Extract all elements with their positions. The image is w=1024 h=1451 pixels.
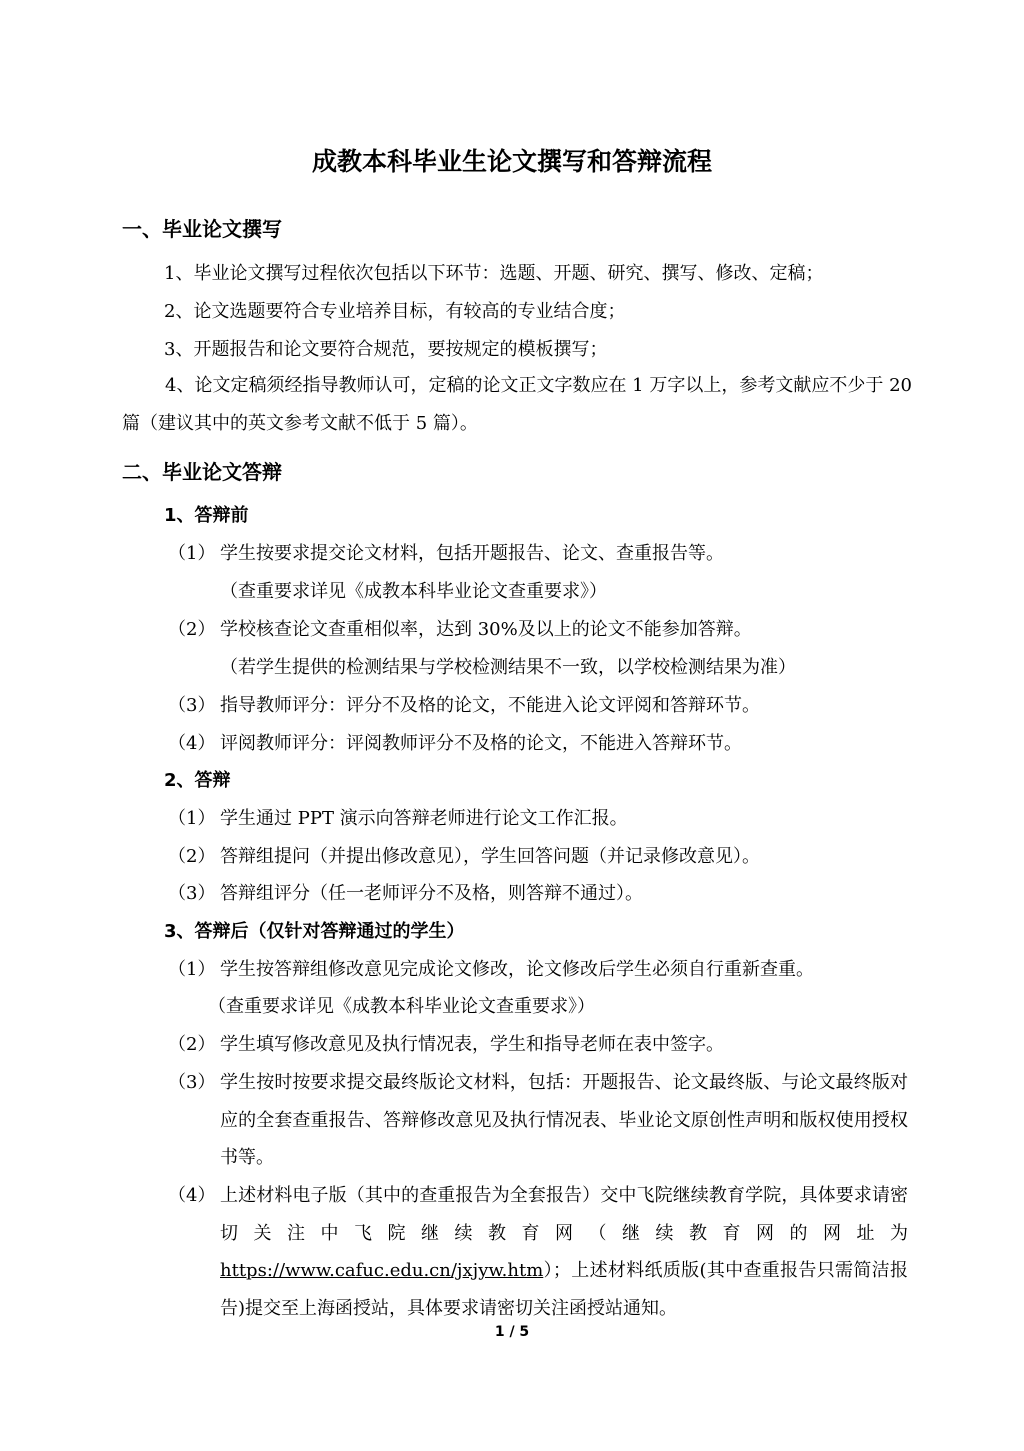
- subsection-defense: 2、答辩: [164, 770, 231, 791]
- after-item-4-text: [220, 1177, 908, 1328]
- continuing-education-url-link[interactable]: https://www.cafuc.edu.cn/jxjyw.htm: [220, 1260, 544, 1282]
- before-item-2-num: （2）: [168, 619, 216, 640]
- before-item-2-note: （若学生提供的检测结果与学校检测结果不一致，以学校检测结果为准）: [220, 657, 796, 678]
- during-item-1-num: （1）: [168, 808, 216, 829]
- writing-item-1: 1、毕业论文撰写过程依次包括以下环节：选题、开题、研究、撰写、修改、定稿；: [164, 263, 824, 284]
- during-item-2-num: （2）: [168, 846, 216, 867]
- writing-item-4: 4、论文定稿须经指导教师认可，定稿的论文正文字数应在 1 万字以上，参考文献应不少于 20 篇（建议其中的英文参考文献不低于 5 篇）。: [122, 375, 912, 434]
- after-item-3-text: 学生按时按要求提交最终版论文材料，包括：开题报告、论文最终版、与论文最终版对应的全套查重报告、答辩修改意见及执行情况表、毕业论文原创性声明和版权使用授权书等。: [220, 1072, 908, 1169]
- section-heading-defense: 二、毕业论文答辩: [122, 460, 282, 484]
- before-item-1-text: 学生按要求提交论文材料，包括开题报告、论文、查重报告等。: [220, 543, 724, 564]
- after-item-4-text-b: ）；上述材料纸质版(其中查重报告只需简洁报告)提交至上海函授站，具体要求请密切关注函授站通知。: [220, 1260, 908, 1320]
- writing-item-2: 2、论文选题要符合专业培养目标，有较高的专业结合度；: [164, 301, 626, 322]
- subsection-before-defense: 1、答辩前: [164, 505, 249, 526]
- after-item-2-num: （2）: [168, 1034, 216, 1055]
- before-item-4-text: 评阅教师评分：评阅教师评分不及格的论文，不能进入答辩环节。: [220, 733, 742, 754]
- writing-item-3: 3、开题报告和论文要符合规范，要按规定的模板撰写；: [164, 339, 608, 360]
- before-item-1-note: （查重要求详见《成教本科毕业论文查重要求》）: [220, 581, 607, 602]
- section-heading-writing: 一、毕业论文撰写: [122, 217, 282, 241]
- after-item-1-note: （查重要求详见《成教本科毕业论文查重要求》）: [208, 996, 595, 1017]
- after-item-2-text: 学生填写修改意见及执行情况表，学生和指导老师在表中签字。: [220, 1034, 724, 1055]
- before-item-3-num: （3）: [168, 695, 216, 716]
- during-item-1-text: 学生通过 PPT 演示向答辩老师进行论文工作汇报。: [220, 808, 628, 829]
- during-item-3-text: 答辩组评分（任一老师评分不及格，则答辩不通过）。: [220, 883, 643, 904]
- after-item-1-text: 学生按答辩组修改意见完成论文修改，论文修改后学生必须自行重新查重。: [220, 959, 814, 980]
- during-item-3-num: （3）: [168, 883, 216, 904]
- after-item-3-num: （3）: [168, 1072, 216, 1093]
- subsection-after-defense: 3、答辩后（仅针对答辩通过的学生）: [164, 921, 465, 942]
- after-item-1-num: （1）: [168, 959, 216, 980]
- page-number: 1 / 5: [494, 1324, 530, 1340]
- during-item-2-text: 答辩组提问（并提出修改意见），学生回答问题（并记录修改意见）。: [220, 846, 760, 867]
- after-item-3: [168, 1064, 908, 1177]
- before-item-1-num: （1）: [168, 543, 216, 564]
- after-item-4-num: （4）: [168, 1185, 216, 1206]
- page-title: 成教本科毕业生论文撰写和答辩流程: [311, 147, 712, 176]
- before-item-4-num: （4）: [168, 733, 216, 754]
- after-item-4: [168, 1177, 908, 1328]
- before-item-2-text: 学校核查论文查重相似率，达到 30%及以上的论文不能参加答辩。: [220, 619, 752, 640]
- before-item-3-text: 指导教师评分：评分不及格的论文，不能进入论文评阅和答辩环节。: [220, 695, 760, 716]
- after-item-4-text-a: 上述材料电子版（其中的查重报告为全套报告）交中飞院继续教育学院，具体要求请密切关注中飞院继续教育网（继续教育网的网址为: [220, 1185, 908, 1244]
